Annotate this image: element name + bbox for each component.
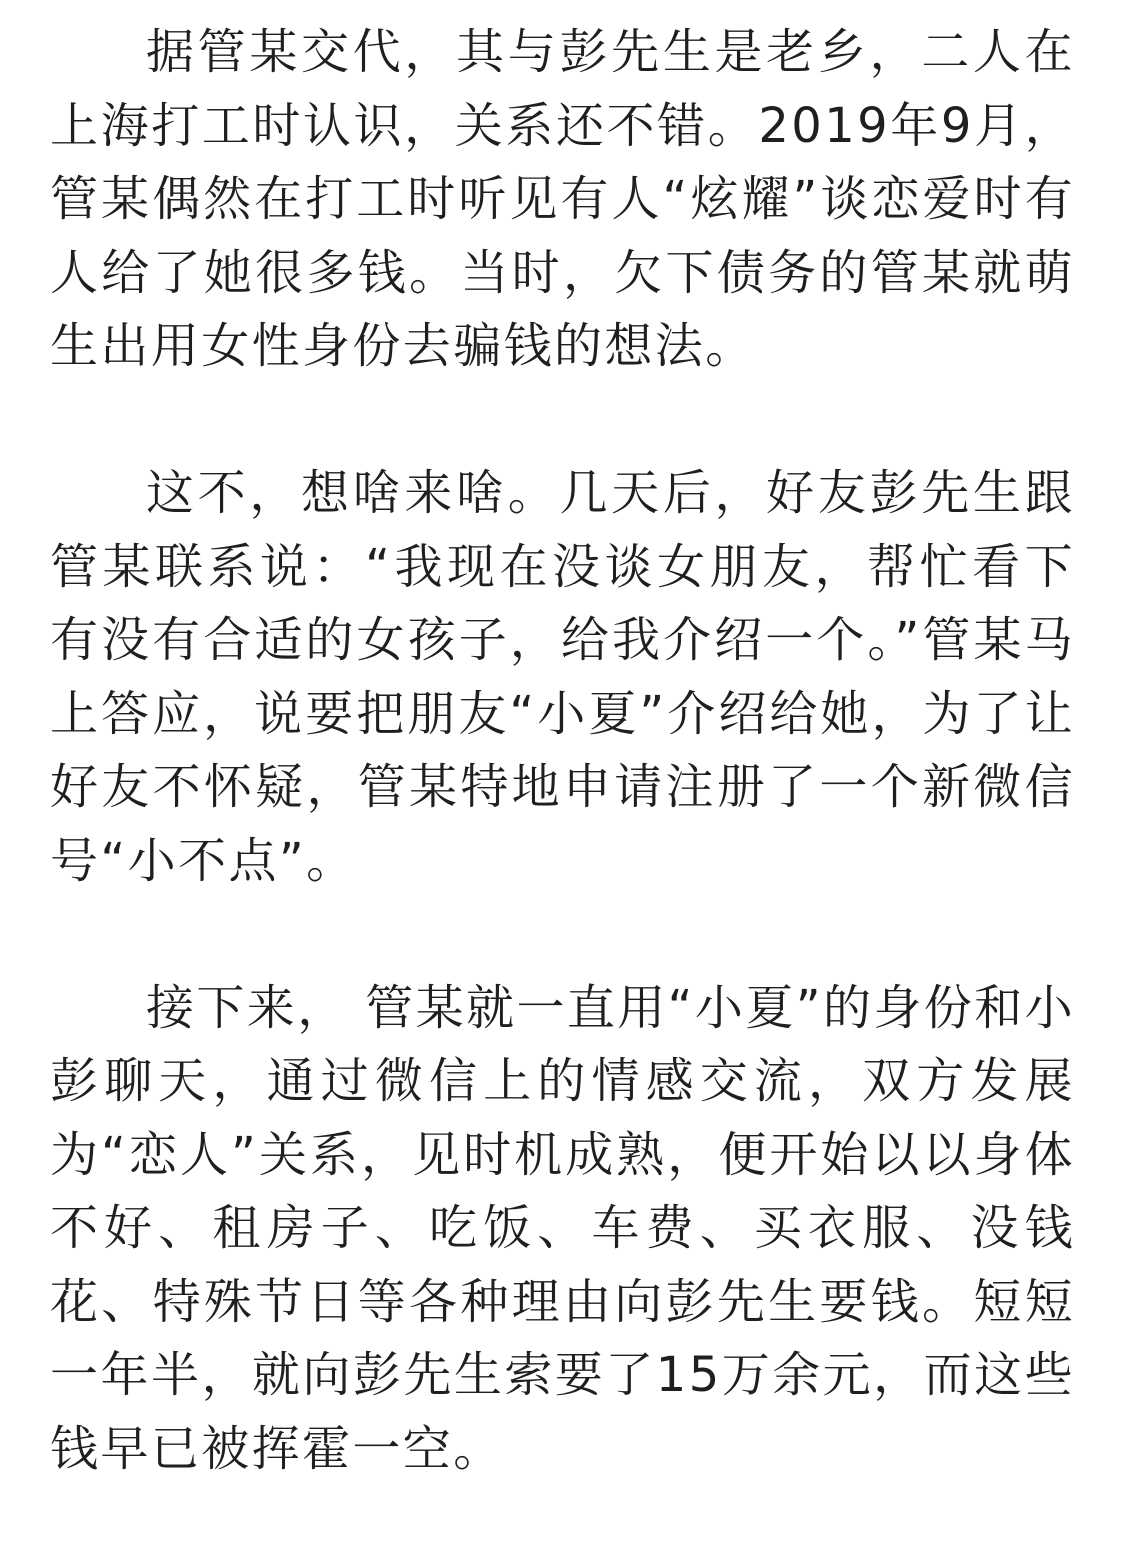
article-body [50,16,1075,1486]
paragraph-fraud: 接下来， 管某就一直用“小夏”的身份和小彭聊天，通过微信上的情感交流，双方发展为“恋人”关系，见时机成熟，便开始以以身体不好、租房子、吃饭、车费、买衣服、没钱花、特殊节日等各种理由向彭先生要钱。短短一年半，就向彭先生索要了15万余元，而这些钱早已被挥霍一空。 [50,979,1075,1477]
paragraph-introduction: 这不，想啥来啥。几天后，好友彭先生跟管某联系说：“我现在没谈女朋友，帮忙看下有没有合适的女孩子，给我介绍一个。”管某马上答应，说要把朋友“小夏”介绍给她，为了让好友不怀疑，管某特地申请注册了一个新微信号“小不点”。 [50,465,1075,889]
paragraph-confession: 据管某交代，其与彭先生是老乡，二人在上海打工时认识，关系还不错。2019年9月，管某偶然在打工时听见有人“炫耀”谈恋爱时有人给了她很多钱。当时，欠下债务的管某就萌生出用女性身份去骗钱的想法。 [50,24,1075,374]
